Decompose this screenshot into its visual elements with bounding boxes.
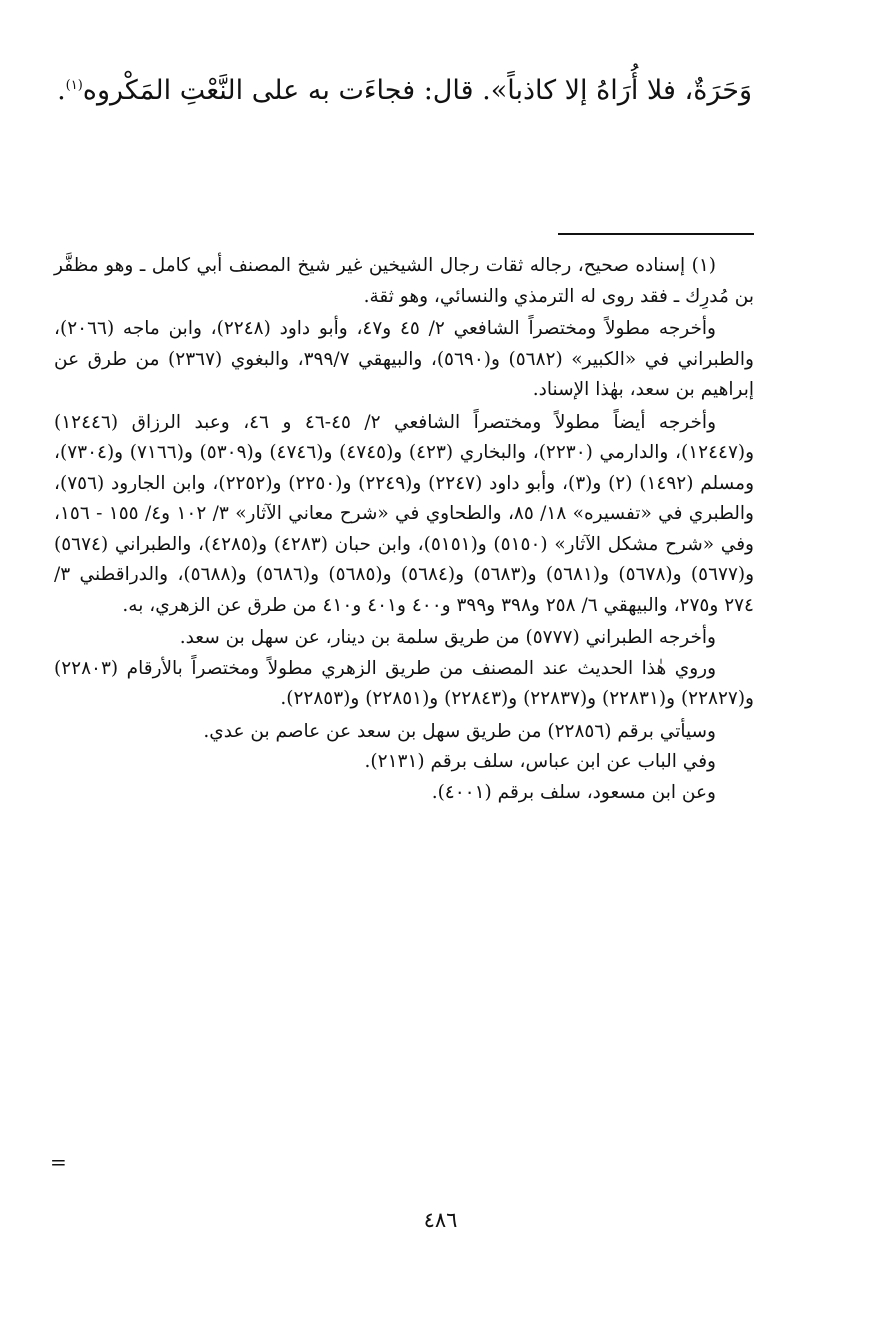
footnotes [54,251,754,808]
footnote-separator [558,233,754,235]
footnote-paragraph-4: وأخرجه الطبراني (٥٧٧٧) من طريق سلمة بن دينار، عن سهل بن سعد. [179,627,716,648]
footnote-paragraph-5: وروي هٰذا الحديث عند المصنف من طريق الزهري مطولاً ومختصراً بالأرقام (٢٢٨٠٣) و(٢٢٨٢٧) و(٢٢٨٣١) و(٢٢٨٣٧) و(٢٢٨٤٣) و(٢٢٨٥١) و(٢٢٨٥٣). [54,657,754,709]
page-number: ٤٨٦ [423,1208,458,1232]
main-paragraph [40,60,752,122]
continuation-mark: = [50,1150,67,1174]
main-line-2: المَكْروه [82,75,172,106]
main-text [40,60,752,122]
footnote-1: (١) إسناده صحيح، رجاله ثقات رجال الشيخين غير شيخ المصنف أبي كامل ـ وهو مظفَّر بن مُدرِك ـ فقد روى له الترمذي والنسائي، وهو ثقة. [54,255,754,307]
main-line-2-end: . [57,75,66,106]
footnote-paragraph-2: وأخرجه مطولاً ومختصراً الشافعي ٢/ ٤٥ و٤٧، وأبو داود (٢٢٤٨)، وابن ماجه (٢٠٦٦)، والطبراني في «الكبير» (٥٦٨٢) و(٥٦٩٠)، والبيهقي ٣٩٩/٧، والبغوي (٢٣٦٧) من طرق عن إبراهيم بن سعد، بهٰذا الإسناد. [54,318,754,400]
footnote-paragraph-8: وعن ابن مسعود، سلف برقم (٤٠٠١). [431,781,716,803]
main-line-1: وَحَرَةٌ، فلا أُرَاهُ إلا كاذباً». قال: فجاءَت به على النَّعْتِ [179,75,752,106]
footnote-paragraph-3: وأخرجه أيضاً مطولاً ومختصراً الشافعي ٢/ ٤٥-٤٦ و ٤٦، وعبد الرزاق (١٢٤٤٦) و(١٢٤٤٧)، والدارمي (٢٢٣٠)، والبخاري (٤٢٣) و(٤٧٤٥) و(٤٧٤٦) و(٥٣٠٩) و(٧١٦٦) و(٧٣٠٤)، ومسلم (١٤٩٢) (٢) و(٣)، وأبو داود (٢٢٤٧) و(٢٢٤٩) و(٢٢٥٠) و(٢٢٥٢)، وابن الجارود (٧٥٦)، والطبري في «تفسيره» ١٨/ ٨٥، والطحاوي في «شرح معاني الآثار» ٣/ ١٠٢ و٤/ ١٥٥ - ١٥٦، وفي «شرح مشكل الآثار» (٥١٥٠) و(٥١٥١)، وابن حبان (٤٢٨٣) و(٤٢٨٥)، والطبراني (٥٦٧٤) و(٥٦٧٧) و(٥٦٧٨) و(٥٦٨١) و(٥٦٨٣) و(٥٦٨٤) و(٥٦٨٥) و(٥٦٨٦) و(٥٦٨٨)، والدراقطني ٣/ ٢٧٤ و٢٧٥، والبيهقي ٦/ ٢٥٨ و٣٩٨ و٣٩٩ و٤٠٠ و٤٠١ و٤١٠ من طرق عن الزهري، به. [54,411,755,616]
footnote-paragraph-7: وفي الباب عن ابن عباس، سلف برقم (٢١٣١). [364,751,716,772]
footnote-paragraph-6: وسيأتي برقم (٢٢٨٥٦) من طريق سهل بن سعد عن عاصم بن عدي. [203,720,716,742]
footnote-reference: (١) [65,78,83,93]
